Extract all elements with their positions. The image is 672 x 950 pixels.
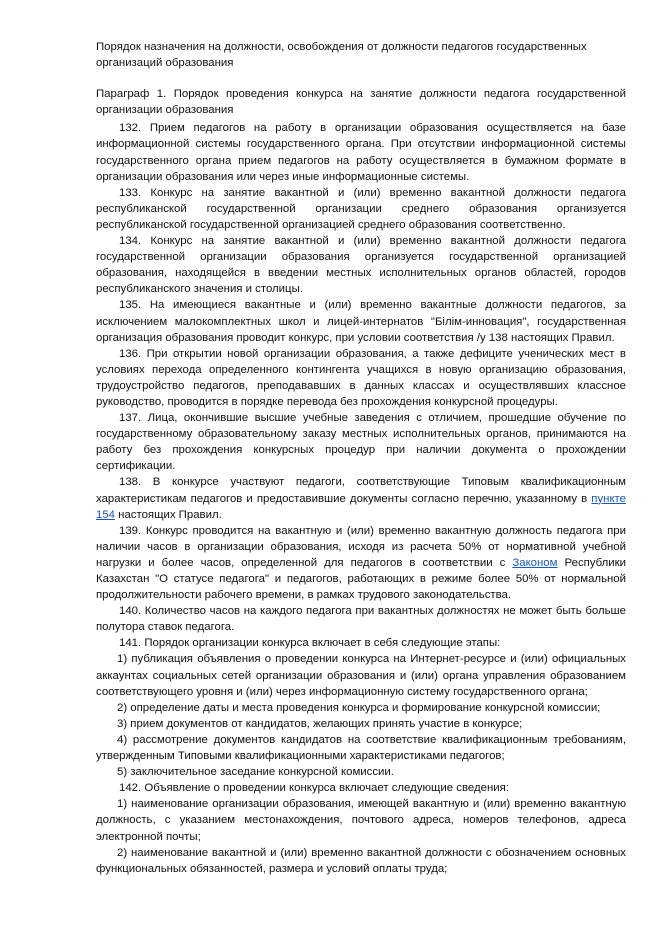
clause-139-text-before: 139. Конкурс проводится на вакантную и (или) временно вакантную должность педагога при наличии часов в организации образования, исходя из расчета 50% от нормативной учебной нагрузки и более часов, определенной для педагогов в соответствии с [96,524,626,569]
clause-142: 142. Объявление о проведении конкурса включает следующие сведения: [119,782,509,795]
clause-135: 135. На имеющиеся вакантные и (или) временно вакантные должности педагогов, за исключением малокомплектных школ и лицей-интернатов "Білім-инновация", государственная организация образования проводит конкурс, при условии соответствия /у 138 настоящих Правил. [96,299,626,344]
clause-141-item-3: 3) прием документов от кандидатов, желающих принять участие в конкурсе; [117,717,523,730]
link-item-154[interactable]: пункте 154 [96,492,626,521]
clause-134: 134. Конкурс на занятие вакантной и (или) временно вакантной должности педагога государственной организации образования организуется государственной организацией образования, находящейся в введении местных исполнительных органов областей, городов республиканского значения и столицы. [96,235,626,296]
clause-138-text-after: настоящих Правил. [115,508,222,521]
clause-142-item-2: 2) наименование вакантной и (или) временно вакантной должности с обозначением основных функциональных обязанностей, размера и условий оплаты труда; [96,846,626,875]
clause-141-item-2: 2) определение даты и места проведения конкурса и формирование конкурсной комиссии; [117,701,601,714]
clause-138 [96,474,626,522]
clause-136: 136. При открытии новой организации образования, а также дефиците ученических мест в условиях перехода определенного контингента учащихся в новую организацию образования, трудоустройство педагогов, преподававших в данных классах и осуществлявших классное руководство, проводится в порядке перевода без прохождения конкурсной процедуры. [96,347,626,408]
clause-141: 141. Порядок организации конкурса включает в себя следующие этапы: [119,637,501,650]
clause-132: 132. Прием педагогов на работу в организации образования осуществляется на базе информационной системы государственного органа. При отсутствии информационной системы государственного органа прием педагогов на работу осуществляется в бумажном формате в организации образования или через иные информационные системы. [96,122,626,183]
clause-139-text-after: Республики Казахстан "О статусе педагога" и педагогов, работающих в режиме более 50% от нормальной продолжительности рабочего времени, в рамках трудового законодательства. [96,556,626,602]
clause-138-text-before: 138. В конкурсе участвуют педагоги, соответствующие Типовым квалификационным характеристикам педагогов и предоставившие документы согласно перечню, указанному в [96,476,626,505]
document-title: Порядок назначения на должности, освобождения от должности педагогов государственных организаций образования [96,41,587,70]
link-law[interactable]: Законом [512,556,558,569]
clause-137: 137. Лица, окончившие высшие учебные заведения с отличием, прошедшие обучение по государственному образовательному заказу местных исполнительных органов, принимаются на работу без прохождения конкурсных процедур при наличии документа о прохождении сертификации. [96,412,626,473]
clause-142-item-1: 1) наименование организации образования, имеющей вакантную и (или) временно вакантную должность, с указанием местонахождения, почтового адреса, номеров телефонов, адреса электронной почты; [96,798,626,843]
clause-141-item-1: 1) публикация объявления о проведении конкурса на Интернет-ресурсе и (или) официальных аккаунтах социальных сетей организации образования и (или) органа управления образованием соответствующего уровня и (или) через информационную систему государственного органа; [96,653,626,698]
clause-141-item-5: 5) заключительное заседание конкурсной комиссии. [117,766,394,779]
clause-141-item-4: 4) рассмотрение документов кандидатов на соответствие квалификационным требованиям, утвержденным Типовыми квалификационными характеристиками педагогов; [96,733,626,763]
clause-133: 133. Конкурс на занятие вакантной и (или) временно вакантной должности педагога республиканской государственной организации среднего образования организуется республиканской государственной организацией среднего образования соответственно. [96,186,626,231]
paragraph-heading: Параграф 1. Порядок проведения конкурса на занятие должности педагога государственной организации образования [96,88,626,117]
clause-140: 140. Количество часов на каждого педагога при вакантных должностях не может быть больше полутора ставок педагога. [96,605,626,634]
clause-139 [96,523,626,603]
